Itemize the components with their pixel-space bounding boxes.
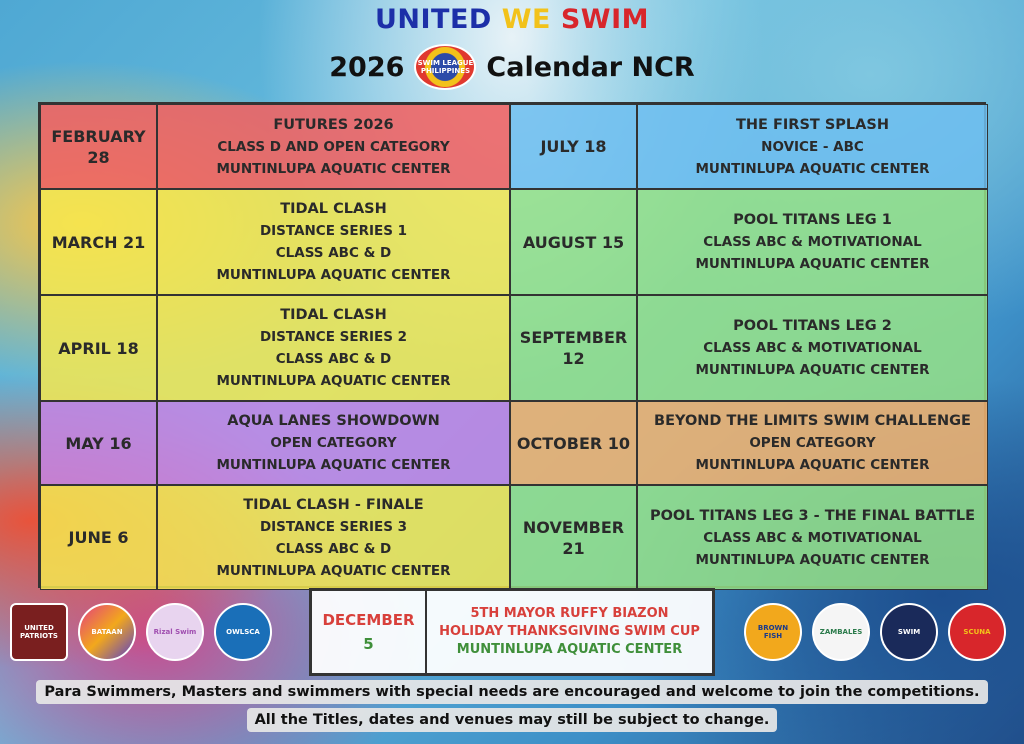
partner-logos-right [744, 603, 1006, 661]
event-category: CLASS ABC & D [275, 245, 392, 261]
note-row [0, 708, 1024, 736]
event-category: NOVICE - ABC [761, 138, 864, 155]
event-venue: MUNTINLUPA AQUATIC CENTER [456, 642, 683, 657]
club-logo: UNITED PATRIOTS [10, 603, 68, 661]
event-date [40, 401, 157, 485]
event-venue: MUNTINLUPA AQUATIC CENTER [216, 457, 451, 473]
partner-logos-left [10, 603, 272, 661]
club-logo: OWLSCA [214, 603, 272, 661]
note-para-swimmers: Para Swimmers, Masters and swimmers with special needs are encouraged and welcome to join the competitions. [36, 680, 987, 704]
event-details [637, 485, 988, 590]
club-logo: Rizal Swim [146, 603, 204, 661]
event-title: THE FIRST SPLASH [736, 116, 889, 133]
event-date [510, 189, 637, 295]
date-line: NOVEMBER [522, 517, 625, 537]
date-month: DECEMBER [322, 611, 415, 629]
subtitle [0, 44, 1024, 90]
club-logo: SWIM [880, 603, 938, 661]
event-series: DISTANCE SERIES 1 [259, 223, 408, 239]
event-venue: MUNTINLUPA AQUATIC CENTER [695, 160, 930, 177]
event-category: CLASS ABC & MOTIVATIONAL [703, 234, 922, 250]
event-venue: MUNTINLUPA AQUATIC CENTER [695, 362, 930, 378]
event-series: DISTANCE SERIES 2 [259, 329, 408, 345]
event-details [157, 189, 510, 295]
event-series: DISTANCE SERIES 3 [259, 518, 408, 535]
event-date [510, 295, 637, 401]
december-event [309, 588, 715, 676]
event-category: CLASS ABC & MOTIVATIONAL [703, 529, 922, 546]
date-line: SEPTEMBER [519, 328, 628, 347]
event-title: POOL TITANS LEG 2 [733, 318, 892, 334]
event-venue: MUNTINLUPA AQUATIC CENTER [216, 267, 451, 283]
date-line: 12 [562, 349, 585, 368]
event-title: 5TH MAYOR RUFFY BIAZON [470, 606, 669, 621]
event-details [637, 295, 988, 401]
date-line: FEBRUARY [51, 126, 146, 146]
date-line: AUGUST 15 [522, 232, 625, 252]
date-day: 5 [363, 635, 374, 653]
date-line: OCTOBER 10 [516, 433, 631, 453]
event-title: TIDAL CLASH - FINALE [243, 496, 424, 513]
footer-notes [0, 680, 1024, 736]
event-venue: MUNTINLUPA AQUATIC CENTER [216, 562, 451, 579]
event-category: CLASS D AND OPEN CATEGORY [217, 138, 450, 155]
event-venue: MUNTINLUPA AQUATIC CENTER [695, 457, 930, 473]
event-date [40, 485, 157, 590]
event-date [40, 295, 157, 401]
event-details [637, 189, 988, 295]
event-date [40, 189, 157, 295]
calendar-label: Calendar NCR [486, 51, 695, 83]
event-date [510, 401, 637, 485]
date-line: 28 [87, 147, 110, 167]
main-title [0, 4, 1024, 35]
note-row [0, 680, 1024, 708]
event-venue: MUNTINLUPA AQUATIC CENTER [216, 373, 451, 389]
event-category: OPEN CATEGORY [270, 435, 397, 451]
title-united: UNITED [374, 4, 492, 35]
swim-league-logo: SWIM LEAGUE PHILIPPINES [414, 44, 476, 90]
event-venue: MUNTINLUPA AQUATIC CENTER [216, 160, 451, 177]
event-date [40, 104, 157, 189]
event-title: TIDAL CLASH [280, 201, 387, 217]
date-line: APRIL 18 [58, 338, 139, 358]
note-subject-to-change: All the Titles, dates and venues may still be subject to change. [247, 708, 778, 732]
date-line: MAY 16 [65, 433, 132, 453]
date-line: MARCH 21 [51, 232, 146, 252]
club-logo: ZAMBALES [812, 603, 870, 661]
event-details [426, 590, 713, 674]
title-swim: SWIM [560, 4, 650, 35]
date-line: JULY 18 [540, 137, 607, 156]
event-date [510, 104, 637, 189]
event-details [157, 401, 510, 485]
event-category: CLASS ABC & D [275, 351, 392, 367]
event-venue: MUNTINLUPA AQUATIC CENTER [695, 551, 930, 568]
event-title: BEYOND THE LIMITS SWIM CHALLENGE [654, 413, 971, 429]
event-details [637, 401, 988, 485]
event-title: FUTURES 2026 [273, 116, 394, 133]
event-category: OPEN CATEGORY [749, 435, 876, 451]
event-venue: MUNTINLUPA AQUATIC CENTER [695, 256, 930, 272]
date-line: 21 [562, 538, 585, 558]
club-logo: BROWN FISH [744, 603, 802, 661]
event-date [510, 485, 637, 590]
club-logo: SCUNA [948, 603, 1006, 661]
event-date [311, 590, 426, 674]
event-title: AQUA LANES SHOWDOWN [227, 413, 440, 429]
event-category: CLASS ABC & MOTIVATIONAL [703, 340, 922, 356]
calendar-grid [38, 102, 986, 588]
date-line: JUNE 6 [68, 528, 129, 547]
year-label: 2026 [329, 51, 405, 83]
event-details [157, 485, 510, 590]
event-details [157, 104, 510, 189]
title-we: WE [501, 4, 551, 35]
page-header [0, 0, 1024, 100]
event-title: HOLIDAY THANKSGIVING SWIM CUP [439, 624, 700, 639]
event-title: POOL TITANS LEG 3 - THE FINAL BATTLE [649, 507, 976, 524]
event-title: TIDAL CLASH [280, 307, 387, 323]
event-details [637, 104, 988, 189]
event-details [157, 295, 510, 401]
event-title: POOL TITANS LEG 1 [733, 212, 892, 228]
club-logo: BATAAN [78, 603, 136, 661]
event-category: CLASS ABC & D [275, 540, 392, 557]
